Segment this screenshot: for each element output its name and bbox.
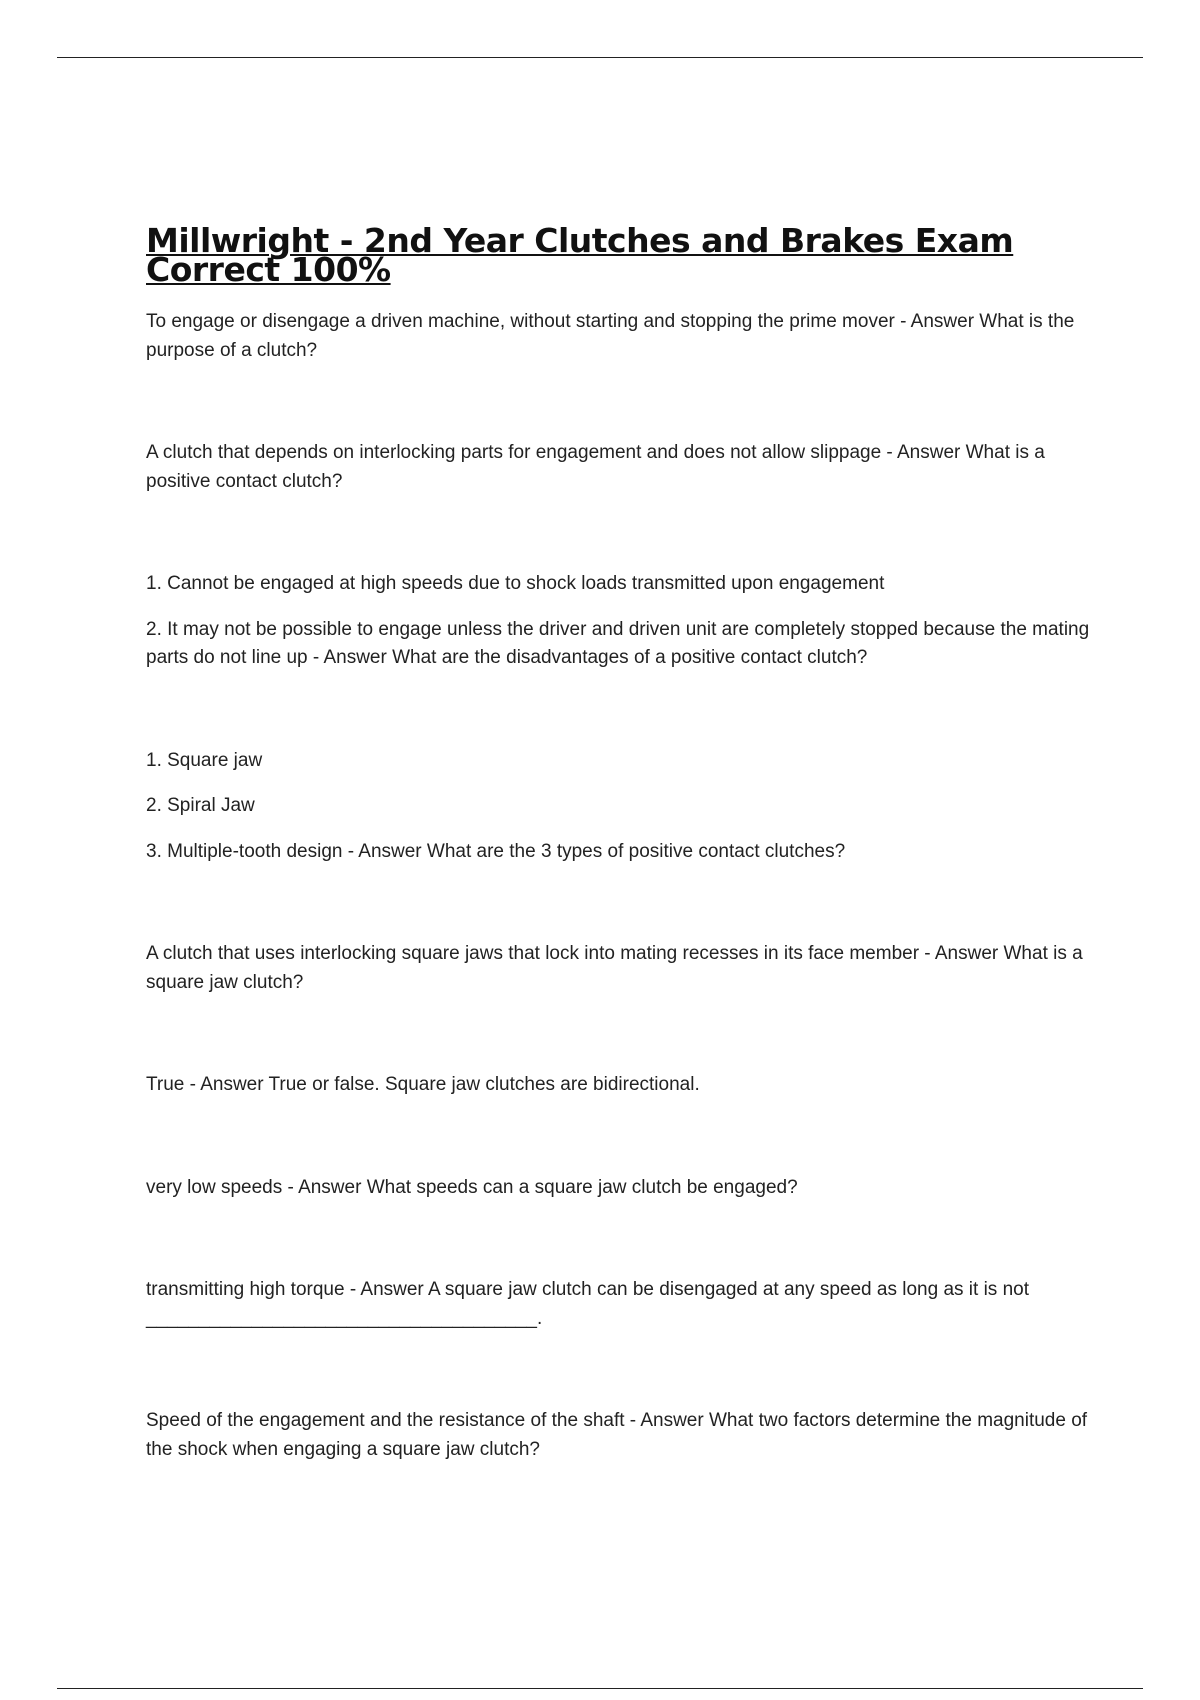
- document-title: Millwright - 2nd Year Clutches and Brakes Exam Correct 100%: [146, 221, 1014, 289]
- qa-item: [146, 308, 1094, 365]
- qa-item: [146, 1174, 1094, 1203]
- top-rule: [57, 57, 1143, 58]
- qa-line: A clutch that uses interlocking square jaws that lock into mating recesses in its face member - Answer What is a square jaw clutch?: [146, 943, 1083, 993]
- qa-line: very low speeds - Answer What speeds can a square jaw clutch be engaged?: [146, 1176, 798, 1198]
- document-body: [146, 221, 1094, 1538]
- qa-item: [146, 1407, 1094, 1464]
- qa-line: 1. Cannot be engaged at high speeds due to shock loads transmitted upon engagement: [146, 573, 885, 594]
- qa-line: To engage or disengage a driven machine, without starting and stopping the prime mover - Answer What is the purpose of a clutch?: [146, 311, 1075, 361]
- qa-item: [146, 940, 1094, 997]
- qa-item: [146, 570, 1094, 673]
- qa-line: 3. Multiple-tooth design - Answer What are the 3 types of positive contact clutches?: [146, 840, 846, 862]
- qa-line: True - Answer True or false. Square jaw clutches are bidirectional.: [146, 1074, 700, 1095]
- qa-line: 2. It may not be possible to engage unless the driver and driven unit are completely stopped because the mating parts do not line up - Answer What are the disadvantages of a positive contact clutch?: [146, 618, 1090, 668]
- qa-line: 2. Spiral Jaw: [146, 795, 255, 816]
- qa-item: [146, 747, 1094, 867]
- qa-item: [146, 1276, 1094, 1333]
- qa-line: 1. Square jaw: [146, 749, 263, 771]
- qa-item: [146, 439, 1094, 496]
- qa-line: Speed of the engagement and the resistance of the shaft - Answer What two factors determine the magnitude of the shock when engaging a square jaw clutch?: [146, 1410, 1088, 1460]
- qa-line: transmitting high torque - Answer A square jaw clutch can be disengaged at any speed as long as it is not _____________________________________.: [146, 1279, 1029, 1329]
- qa-line: A clutch that depends on interlocking parts for engagement and does not allow slippage - Answer What is a positive contact clutch?: [146, 442, 1045, 492]
- qa-item: [146, 1071, 1094, 1100]
- bottom-rule: [57, 1688, 1143, 1689]
